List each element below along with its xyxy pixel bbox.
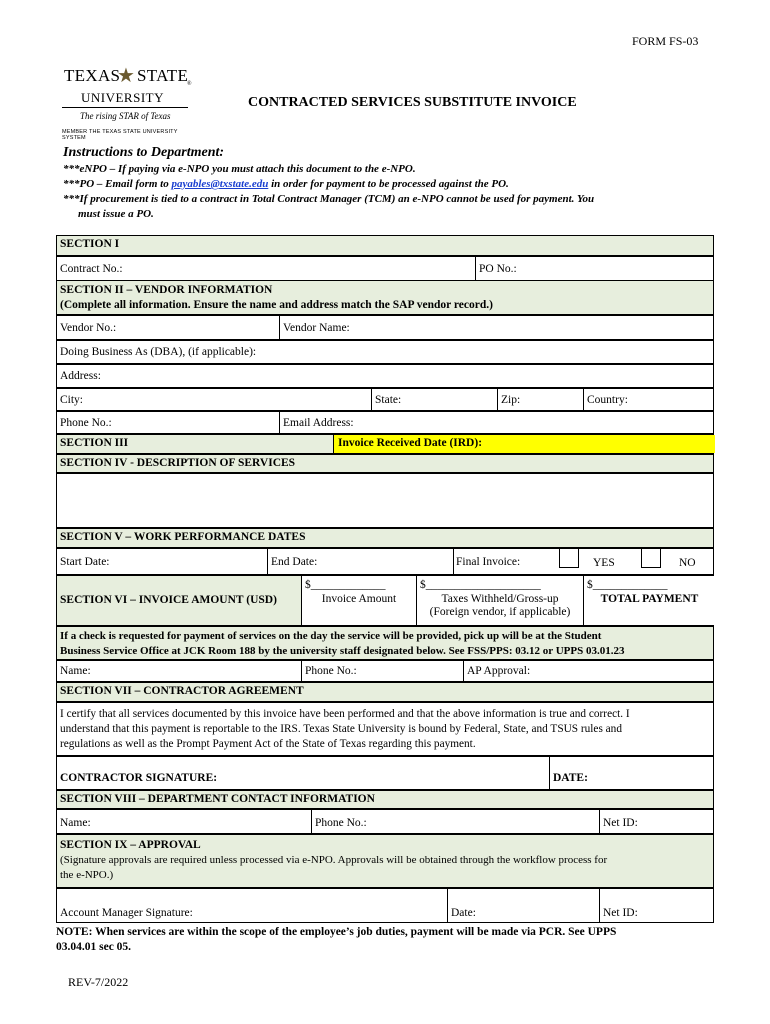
ird-field[interactable]: Invoice Received Date (IRD): bbox=[333, 435, 715, 453]
instruction-tcm-cont: must issue a PO. bbox=[78, 208, 154, 220]
section-9-content bbox=[57, 835, 610, 887]
instruction-po-post: in order for payment to be processed against the PO. bbox=[268, 178, 509, 190]
department-contact-row bbox=[56, 809, 714, 834]
contractor-signature-field[interactable]: CONTRACTOR SIGNATURE: bbox=[60, 772, 218, 784]
department-netid-field[interactable]: Net ID: bbox=[599, 810, 715, 833]
end-date-field[interactable]: End Date: bbox=[267, 549, 453, 574]
certification-text bbox=[57, 703, 633, 755]
instruction-po bbox=[63, 178, 509, 190]
country-field[interactable]: Country: bbox=[583, 389, 715, 410]
instructions-heading: Instructions to Department: bbox=[63, 145, 225, 160]
ap-approval-field[interactable]: AP Approval: bbox=[463, 661, 715, 681]
city-row bbox=[56, 388, 714, 411]
approval-note-line2: the e-NPO.) bbox=[60, 869, 114, 881]
services-description-field[interactable] bbox=[56, 473, 714, 528]
logo-state: STATE bbox=[137, 66, 189, 85]
section-4-header bbox=[56, 454, 714, 473]
contractor-certification bbox=[56, 702, 714, 756]
phone-field[interactable]: Phone No.: bbox=[60, 417, 112, 429]
section-8-heading: SECTION VIII – DEPARTMENT CONTACT INFORMATION bbox=[60, 793, 375, 805]
dba-row bbox=[56, 340, 714, 364]
email-field[interactable]: Email Address: bbox=[279, 412, 715, 433]
start-date-field[interactable]: Start Date: bbox=[60, 556, 110, 568]
section-4-heading: SECTION IV - DESCRIPTION OF SERVICES bbox=[60, 457, 296, 469]
taxes-withheld-field[interactable] bbox=[416, 576, 583, 625]
section-2-title: SECTION II – VENDOR INFORMATION bbox=[60, 284, 273, 296]
logo-university: UNIVERSITY bbox=[81, 90, 164, 105]
contact-row bbox=[56, 411, 714, 434]
logo-divider bbox=[62, 107, 188, 108]
account-manager-signature-field[interactable]: Account Manager Signature: bbox=[60, 907, 193, 919]
instruction-tcm: ***If procurement is tied to a contract in Total Contract Manager (TCM) an e-NPO cannot be used for payment. You bbox=[63, 193, 595, 205]
invoice-amount-label: Invoice Amount bbox=[321, 593, 397, 605]
taxes-label-line2: (Foreign vendor, if applicable) bbox=[429, 606, 571, 618]
contractor-signature-row bbox=[56, 756, 714, 790]
pickup-name-field[interactable]: Name: bbox=[60, 665, 91, 677]
yes-label: YES bbox=[593, 557, 615, 569]
approval-netid-field[interactable]: Net ID: bbox=[599, 889, 715, 922]
taxes-amount-blank: $____________________ bbox=[420, 579, 541, 591]
dates-row bbox=[56, 548, 714, 575]
section-3-row bbox=[56, 434, 714, 454]
section-9-heading: SECTION IX – APPROVAL bbox=[60, 839, 201, 851]
pickup-contact-row bbox=[56, 660, 714, 682]
section-2-header bbox=[56, 280, 714, 315]
section-2-subtitle: (Complete all information. Ensure the name and address match the SAP vendor record.) bbox=[60, 299, 493, 311]
university-logo bbox=[62, 65, 197, 141]
contractor-date-field[interactable]: DATE: bbox=[549, 757, 715, 789]
logo-tagline: The rising STAR of Texas bbox=[80, 111, 171, 121]
section-5-heading: SECTION V – WORK PERFORMANCE DATES bbox=[60, 531, 306, 543]
invoice-amount-row bbox=[56, 575, 714, 626]
zip-field[interactable]: Zip: bbox=[497, 389, 583, 410]
form-number: FORM FS-03 bbox=[632, 34, 699, 48]
total-amount-blank: $_____________ bbox=[587, 579, 668, 591]
address-row bbox=[56, 364, 714, 388]
section-1-row bbox=[56, 256, 714, 281]
department-phone-field[interactable]: Phone No.: bbox=[311, 810, 599, 833]
total-payment-label: TOTAL PAYMENT bbox=[600, 593, 699, 605]
taxes-label-line1: Taxes Withheld/Gross-up bbox=[441, 593, 559, 605]
taxes-label bbox=[420, 591, 580, 619]
dba-field[interactable]: Doing Business As (DBA), (if applicable): bbox=[60, 346, 257, 358]
section-1-header bbox=[56, 235, 714, 256]
state-field[interactable]: State: bbox=[371, 389, 497, 410]
final-invoice-no-checkbox[interactable] bbox=[641, 548, 661, 568]
check-note-line2: Business Service Office at JCK Room 188 by the university staff designated below. See FSS/PPS: 03.12 or UPPS 03.01.23 bbox=[60, 645, 625, 657]
invoice-amount-field[interactable] bbox=[301, 576, 416, 625]
section-1-heading: SECTION I bbox=[60, 238, 120, 250]
vendor-row bbox=[56, 315, 714, 340]
total-payment-field[interactable] bbox=[583, 576, 715, 625]
pickup-phone-field[interactable]: Phone No.: bbox=[301, 661, 463, 681]
logo-system: MEMBER THE TEXAS STATE UNIVERSITY SYSTEM bbox=[62, 129, 178, 141]
section-7-heading: SECTION VII – CONTRACTOR AGREEMENT bbox=[60, 685, 304, 697]
check-note-line1: If a check is requested for payment of services on the day the service will be provided, pick up will be at the Student bbox=[60, 630, 602, 642]
check-pickup-note bbox=[56, 626, 714, 660]
instruction-po-pre: ***PO – Email form to bbox=[63, 178, 172, 190]
final-invoice-cell bbox=[453, 549, 715, 574]
city-field[interactable]: City: bbox=[60, 394, 84, 406]
approval-date-field[interactable]: Date: bbox=[447, 889, 599, 922]
payables-email-link[interactable]: payables@txstate.edu bbox=[171, 178, 269, 190]
section-7-header bbox=[56, 682, 714, 702]
star-icon: ★ bbox=[117, 65, 135, 87]
footer-note bbox=[56, 925, 706, 955]
section-3-heading: SECTION III bbox=[60, 437, 129, 449]
logo-texas: TEXAS bbox=[64, 66, 121, 85]
invoice-amount-blank: $_____________ bbox=[305, 579, 386, 591]
section-8-header bbox=[56, 790, 714, 809]
section-2-heading bbox=[57, 281, 496, 314]
vendor-no-field[interactable]: Vendor No.: bbox=[60, 322, 117, 334]
check-pickup-text bbox=[57, 627, 627, 659]
final-invoice-yes-checkbox[interactable] bbox=[559, 548, 579, 568]
certification-line2: understand that this payment is reportable to the IRS. Texas State University is bound by Federal, State, and TSUS rules and bbox=[60, 723, 622, 735]
page-title: CONTRACTED SERVICES SUBSTITUTE INVOICE bbox=[248, 95, 577, 110]
revision-label: REV-7/2022 bbox=[68, 975, 129, 989]
po-no-field[interactable]: PO No.: bbox=[475, 257, 715, 280]
no-label: NO bbox=[679, 557, 696, 569]
vendor-name-field[interactable]: Vendor Name: bbox=[279, 316, 715, 339]
contract-no-field[interactable]: Contract No.: bbox=[60, 263, 123, 275]
section-9-header bbox=[56, 834, 714, 888]
footer-note-line2: 03.04.01 sec 05. bbox=[56, 941, 132, 953]
approval-note-line1: (Signature approvals are required unless processed via e-NPO. Approvals will be obtained through the workflow process for bbox=[60, 854, 608, 866]
logo-registered: ® bbox=[187, 81, 192, 87]
section-5-header bbox=[56, 528, 714, 548]
certification-line1: I certify that all services documented by this invoice have been performed and that the above information is true and correct. I bbox=[60, 708, 630, 720]
certification-line3: regulations as well as the Prompt Payment Act of the State of Texas regarding this payment. bbox=[60, 738, 476, 750]
footer-note-line1: NOTE: When services are within the scope of the employee’s job duties, payment will be made via PCR. See UPPS bbox=[56, 926, 617, 938]
section-6-heading: SECTION VI – INVOICE AMOUNT (USD) bbox=[60, 594, 277, 606]
department-name-field[interactable]: Name: bbox=[60, 817, 91, 829]
instruction-enpo: ***eNPO – If paying via e-NPO you must attach this document to the e-NPO. bbox=[63, 163, 416, 175]
final-invoice-label: Final Invoice: bbox=[456, 556, 521, 568]
address-field[interactable]: Address: bbox=[60, 370, 101, 382]
approval-signature-row bbox=[56, 888, 714, 923]
